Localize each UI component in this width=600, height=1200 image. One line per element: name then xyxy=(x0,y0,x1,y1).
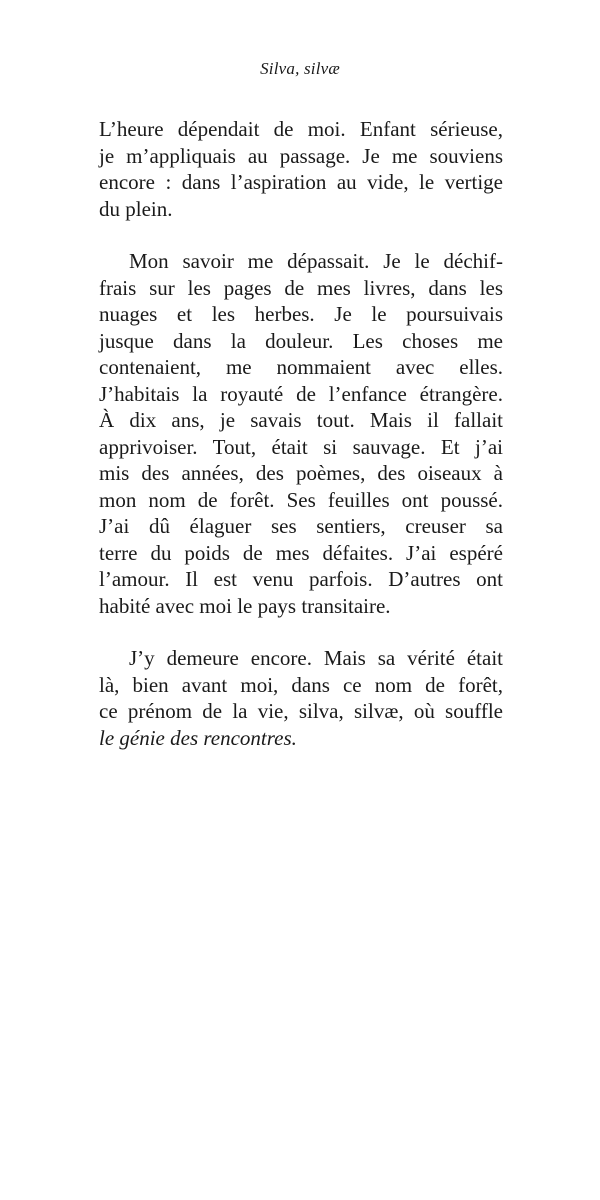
text-line: mis des années, des poèmes, des oiseaux à xyxy=(99,461,503,485)
text-line: jusque dans la douleur. Les choses me xyxy=(99,328,503,353)
text-line: Mon savoir me dépassait. Je le déchif- xyxy=(129,249,503,273)
text-line: mon nom de forêt. Ses feuilles ont poussé. xyxy=(99,487,503,512)
text-line: là, bien avant moi, dans ce nom de forêt, xyxy=(99,672,503,697)
text-line: J’y demeure encore. Mais sa vérité était xyxy=(129,646,503,670)
paragraph-2 xyxy=(99,248,503,619)
running-head: Silva, silvæ xyxy=(260,59,340,78)
text-line: encore : dans l’aspiration au vide, le vertige xyxy=(99,170,503,194)
text-line: À dix ans, je savais tout. Mais il fallait xyxy=(99,408,503,432)
paragraph-1 xyxy=(99,116,503,222)
text-line: habité avec moi le pays transitaire. xyxy=(99,593,391,618)
text-line: J’ai dû élaguer ses sentiers, creuser sa xyxy=(99,514,503,538)
text-line-italic: le génie des rencontres. xyxy=(99,725,297,750)
text-line: L’heure dépendait de moi. Enfant sérieuse, xyxy=(99,117,503,141)
text-line: nuages et les herbes. Je le poursuivais xyxy=(99,302,503,326)
body-text xyxy=(99,116,503,777)
text-line: contenaient, me nommaient avec elles. xyxy=(99,355,503,379)
text-line: du plein. xyxy=(99,196,173,221)
text-line: ce prénom de la vie, silva, silvæ, où souffle xyxy=(99,699,503,723)
text-line: terre du poids de mes défaites. J’ai espéré xyxy=(99,540,503,565)
text-line: J’habitais la royauté de l’enfance étrangère. xyxy=(99,381,503,406)
text-line: frais sur les pages de mes livres, dans les xyxy=(99,275,503,300)
text-line: apprivoiser. Tout, était si sauvage. Et j’ai xyxy=(99,434,503,459)
text-line: je m’appliquais au passage. Je me souviens xyxy=(99,143,503,168)
paragraph-3 xyxy=(99,645,503,751)
text-line: l’amour. Il est venu parfois. D’autres ont xyxy=(99,567,503,591)
